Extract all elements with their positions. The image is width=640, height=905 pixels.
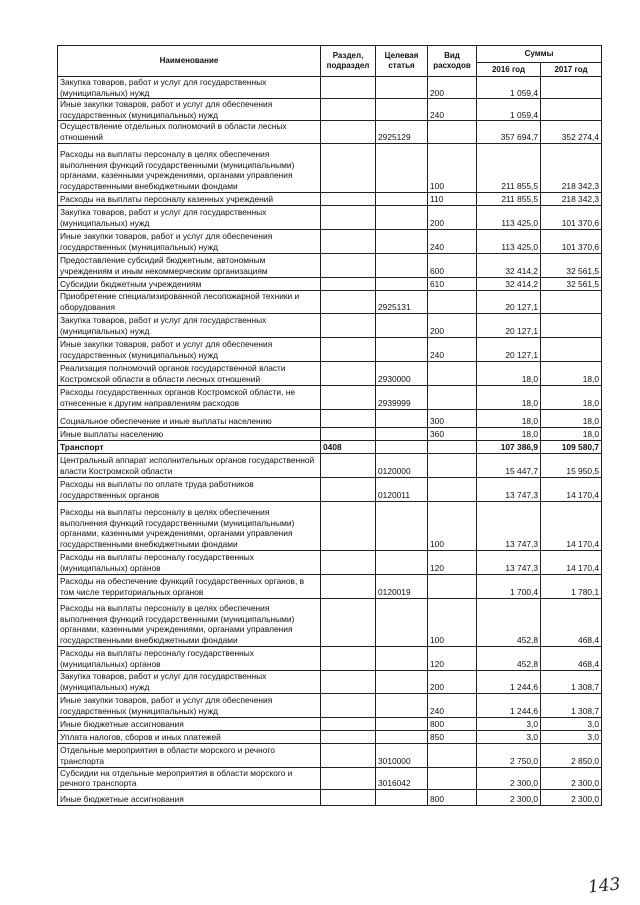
row-target bbox=[376, 646, 428, 670]
row-sum-2016: 3,0 bbox=[477, 730, 541, 743]
row-name: Иные закупки товаров, работ и услуг для обеспечения государственных (муниципальных) нужд bbox=[58, 693, 321, 717]
page-number: 143 bbox=[587, 874, 622, 898]
table-row bbox=[58, 501, 602, 550]
row-section bbox=[321, 143, 376, 192]
row-sum-2017: 352 274,4 bbox=[541, 121, 602, 143]
row-name: Закупка товаров, работ и услуг для государственных (муниципальных) нужд bbox=[58, 205, 321, 229]
row-target bbox=[376, 277, 428, 290]
row-section bbox=[321, 361, 376, 385]
row-type: 200 bbox=[428, 313, 477, 337]
row-section bbox=[321, 574, 376, 598]
row-type: 200 bbox=[428, 205, 477, 229]
row-sum-2017: 3,0 bbox=[541, 717, 602, 730]
row-type bbox=[428, 477, 477, 501]
row-section bbox=[321, 550, 376, 574]
table-row bbox=[58, 789, 602, 805]
row-name: Иные бюджетные ассигнования bbox=[58, 717, 321, 730]
row-sum-2016: 1 244,6 bbox=[477, 693, 541, 717]
row-type bbox=[428, 574, 477, 598]
table-row bbox=[58, 143, 602, 192]
table-row bbox=[58, 99, 602, 121]
row-type: 240 bbox=[428, 229, 477, 253]
row-target: 2930000 bbox=[376, 361, 428, 385]
row-sum-2017: 15 950,5 bbox=[541, 453, 602, 477]
row-type: 240 bbox=[428, 693, 477, 717]
row-sum-2017: 218 342,3 bbox=[541, 143, 602, 192]
table-row bbox=[58, 313, 602, 337]
row-sum-2017: 1 308,7 bbox=[541, 670, 602, 693]
row-sum-2016: 32 414,2 bbox=[477, 253, 541, 277]
row-type: 610 bbox=[428, 277, 477, 290]
row-sum-2016: 1 700,4 bbox=[477, 574, 541, 598]
row-section bbox=[321, 313, 376, 337]
row-name: Закупка товаров, работ и услуг для государственных (муниципальных) нужд bbox=[58, 313, 321, 337]
row-target: 0120011 bbox=[376, 477, 428, 501]
row-sum-2016: 113 425,0 bbox=[477, 205, 541, 229]
table-row bbox=[58, 550, 602, 574]
header-year-2016: 2016 год bbox=[477, 63, 541, 77]
row-target bbox=[376, 440, 428, 453]
table-row bbox=[58, 253, 602, 277]
row-type: 110 bbox=[428, 192, 477, 205]
row-sum-2016: 107 386,9 bbox=[477, 440, 541, 453]
table-row bbox=[58, 290, 602, 313]
row-target: 0120019 bbox=[376, 574, 428, 598]
table-row bbox=[58, 453, 602, 477]
row-section bbox=[321, 598, 376, 646]
row-sum-2016: 20 127,1 bbox=[477, 290, 541, 313]
row-sum-2017: 18,0 bbox=[541, 427, 602, 440]
row-type: 800 bbox=[428, 717, 477, 730]
row-name: Субсидии бюджетным учреждениям bbox=[58, 277, 321, 290]
row-name: Расходы на обеспечение функций государственных органов, в том числе территориальных органов bbox=[58, 574, 321, 598]
row-type: 120 bbox=[428, 646, 477, 670]
row-target bbox=[376, 789, 428, 805]
row-target bbox=[376, 205, 428, 229]
row-section bbox=[321, 501, 376, 550]
row-sum-2017: 101 370,6 bbox=[541, 205, 602, 229]
row-type: 850 bbox=[428, 730, 477, 743]
row-target bbox=[376, 550, 428, 574]
row-sum-2017 bbox=[541, 99, 602, 121]
table-row bbox=[58, 598, 602, 646]
row-sum-2017: 3,0 bbox=[541, 730, 602, 743]
row-section bbox=[321, 427, 376, 440]
row-type: 240 bbox=[428, 99, 477, 121]
row-section bbox=[321, 205, 376, 229]
row-type: 360 bbox=[428, 427, 477, 440]
table-row bbox=[58, 409, 602, 427]
row-sum-2016: 357 694,7 bbox=[477, 121, 541, 143]
row-name: Расходы на выплаты персоналу в целях обеспечения выполнения функций государственными (муниципальными) органами, казенными учреждениями, органами управления государственными внебюджетными фондами bbox=[58, 598, 321, 646]
row-section bbox=[321, 192, 376, 205]
header-name: Наименование bbox=[58, 46, 321, 77]
table-row bbox=[58, 574, 602, 598]
row-section bbox=[321, 121, 376, 143]
row-name: Закупка товаров, работ и услуг для государственных (муниципальных) нужд bbox=[58, 670, 321, 693]
row-sum-2017: 32 561,5 bbox=[541, 277, 602, 290]
row-section bbox=[321, 717, 376, 730]
table-row bbox=[58, 205, 602, 229]
row-name: Иные выплаты населению bbox=[58, 427, 321, 440]
table-row bbox=[58, 361, 602, 385]
row-type bbox=[428, 361, 477, 385]
row-type: 100 bbox=[428, 501, 477, 550]
row-sum-2017: 32 561,5 bbox=[541, 253, 602, 277]
row-sum-2016: 13 747,3 bbox=[477, 477, 541, 501]
row-sum-2016: 32 414,2 bbox=[477, 277, 541, 290]
row-section bbox=[321, 646, 376, 670]
row-sum-2017: 18,0 bbox=[541, 385, 602, 409]
row-section bbox=[321, 229, 376, 253]
table-row bbox=[58, 427, 602, 440]
row-name: Субсидии на отдельные мероприятия в области морского и речного транспорта bbox=[58, 767, 321, 789]
table-row bbox=[58, 477, 602, 501]
row-target bbox=[376, 313, 428, 337]
row-section bbox=[321, 453, 376, 477]
table-row bbox=[58, 670, 602, 693]
row-type bbox=[428, 453, 477, 477]
header-type: Вид расходов bbox=[428, 46, 477, 77]
row-type: 200 bbox=[428, 670, 477, 693]
row-section bbox=[321, 337, 376, 361]
row-target bbox=[376, 192, 428, 205]
row-target: 3016042 bbox=[376, 767, 428, 789]
row-sum-2017: 14 170,4 bbox=[541, 550, 602, 574]
row-section bbox=[321, 277, 376, 290]
row-sum-2016: 18,0 bbox=[477, 361, 541, 385]
row-sum-2017: 468,4 bbox=[541, 646, 602, 670]
row-type: 300 bbox=[428, 409, 477, 427]
row-sum-2017: 2 850,0 bbox=[541, 743, 602, 767]
row-name: Отдельные мероприятия в области морского и речного транспорта bbox=[58, 743, 321, 767]
row-sum-2016: 2 300,0 bbox=[477, 789, 541, 805]
row-name: Расходы на выплаты персоналу в целях обеспечения выполнения функций государственными (муниципальными) органами, казенными учреждениями, органами управления государственными внебюджетными фондами bbox=[58, 501, 321, 550]
row-target bbox=[376, 77, 428, 99]
row-type: 100 bbox=[428, 598, 477, 646]
row-type bbox=[428, 743, 477, 767]
row-target: 2925129 bbox=[376, 121, 428, 143]
row-section bbox=[321, 253, 376, 277]
row-target bbox=[376, 229, 428, 253]
row-name: Иные бюджетные ассигнования bbox=[58, 789, 321, 805]
row-target bbox=[376, 730, 428, 743]
table-row bbox=[58, 337, 602, 361]
row-name: Предоставление субсидий бюджетным, автономным учреждениям и иным некоммерческим организациям bbox=[58, 253, 321, 277]
table-row bbox=[58, 743, 602, 767]
row-sum-2016: 15 447,7 bbox=[477, 453, 541, 477]
table-row bbox=[58, 730, 602, 743]
row-name: Закупка товаров, работ и услуг для государственных (муниципальных) нужд bbox=[58, 77, 321, 99]
header-section: Раздел, подраздел bbox=[321, 46, 376, 77]
row-sum-2017: 2 300,0 bbox=[541, 789, 602, 805]
row-section bbox=[321, 767, 376, 789]
row-target bbox=[376, 337, 428, 361]
row-section bbox=[321, 290, 376, 313]
row-type: 800 bbox=[428, 789, 477, 805]
row-name: Реализация полномочий органов государственной власти Костромской области в области лесных отношений bbox=[58, 361, 321, 385]
row-sum-2017: 14 170,4 bbox=[541, 501, 602, 550]
row-sum-2017 bbox=[541, 337, 602, 361]
row-target bbox=[376, 693, 428, 717]
table-row bbox=[58, 717, 602, 730]
row-type: 240 bbox=[428, 337, 477, 361]
row-target: 2939999 bbox=[376, 385, 428, 409]
table-row bbox=[58, 229, 602, 253]
row-section bbox=[321, 670, 376, 693]
row-sum-2017: 18,0 bbox=[541, 409, 602, 427]
row-sum-2017: 18,0 bbox=[541, 361, 602, 385]
row-name: Иные закупки товаров, работ и услуг для обеспечения государственных (муниципальных) нужд bbox=[58, 337, 321, 361]
row-sum-2016: 20 127,1 bbox=[477, 313, 541, 337]
row-type bbox=[428, 440, 477, 453]
row-section bbox=[321, 409, 376, 427]
row-type bbox=[428, 767, 477, 789]
table-row bbox=[58, 767, 602, 789]
row-section bbox=[321, 743, 376, 767]
row-sum-2016: 1 059,4 bbox=[477, 99, 541, 121]
row-type: 120 bbox=[428, 550, 477, 574]
header-sums: Суммы bbox=[477, 46, 602, 63]
row-sum-2016: 2 300,0 bbox=[477, 767, 541, 789]
row-section bbox=[321, 77, 376, 99]
table-row bbox=[58, 77, 602, 99]
row-name: Приобретение специализированной лесопожарной техники и оборудования bbox=[58, 290, 321, 313]
row-name: Осуществление отдельных полномочий в области лесных отношений bbox=[58, 121, 321, 143]
table-row bbox=[58, 121, 602, 143]
row-sum-2017: 1 308,7 bbox=[541, 693, 602, 717]
row-section bbox=[321, 693, 376, 717]
row-name: Иные закупки товаров, работ и услуг для обеспечения государственных (муниципальных) нужд bbox=[58, 229, 321, 253]
row-target: 3010000 bbox=[376, 743, 428, 767]
row-target bbox=[376, 143, 428, 192]
row-section: 0408 bbox=[321, 440, 376, 453]
row-sum-2016: 113 425,0 bbox=[477, 229, 541, 253]
row-sum-2017: 101 370,6 bbox=[541, 229, 602, 253]
row-type bbox=[428, 121, 477, 143]
row-section bbox=[321, 789, 376, 805]
row-target bbox=[376, 670, 428, 693]
row-sum-2016: 13 747,3 bbox=[477, 501, 541, 550]
row-type bbox=[428, 385, 477, 409]
header-year-2017: 2017 год bbox=[541, 63, 602, 77]
row-sum-2017 bbox=[541, 313, 602, 337]
row-sum-2016: 18,0 bbox=[477, 427, 541, 440]
row-name: Расходы на выплаты персоналу казенных учреждений bbox=[58, 192, 321, 205]
row-section bbox=[321, 730, 376, 743]
row-target: 0120000 bbox=[376, 453, 428, 477]
row-sum-2016: 20 127,1 bbox=[477, 337, 541, 361]
table-row bbox=[58, 385, 602, 409]
row-type: 100 bbox=[428, 143, 477, 192]
row-target bbox=[376, 427, 428, 440]
row-sum-2017 bbox=[541, 290, 602, 313]
row-target bbox=[376, 99, 428, 121]
row-sum-2017: 1 780,1 bbox=[541, 574, 602, 598]
row-target: 2925131 bbox=[376, 290, 428, 313]
row-section bbox=[321, 385, 376, 409]
row-sum-2016: 2 750,0 bbox=[477, 743, 541, 767]
row-name: Расходы на выплаты персоналу государственных (муниципальных) органов bbox=[58, 646, 321, 670]
row-sum-2016: 1 059,4 bbox=[477, 77, 541, 99]
header-target: Целевая статья bbox=[376, 46, 428, 77]
row-sum-2017 bbox=[541, 77, 602, 99]
row-sum-2016: 211 855,5 bbox=[477, 143, 541, 192]
row-name: Центральный аппарат исполнительных органов государственной власти Костромской области bbox=[58, 453, 321, 477]
row-name: Расходы государственных органов Костромской области, не отнесенные к другим направлениям расходов bbox=[58, 385, 321, 409]
row-sum-2016: 13 747,3 bbox=[477, 550, 541, 574]
row-name: Расходы на выплаты персоналу государственных (муниципальных) органов bbox=[58, 550, 321, 574]
table-row bbox=[58, 646, 602, 670]
row-sum-2017: 14 170,4 bbox=[541, 477, 602, 501]
row-sum-2016: 18,0 bbox=[477, 409, 541, 427]
row-sum-2016: 18,0 bbox=[477, 385, 541, 409]
row-name: Транспорт bbox=[58, 440, 321, 453]
row-sum-2017: 109 580,7 bbox=[541, 440, 602, 453]
table-row bbox=[58, 277, 602, 290]
row-sum-2016: 452,8 bbox=[477, 646, 541, 670]
row-target bbox=[376, 409, 428, 427]
row-target bbox=[376, 717, 428, 730]
row-name: Уплата налогов, сборов и иных платежей bbox=[58, 730, 321, 743]
row-sum-2016: 452,8 bbox=[477, 598, 541, 646]
row-section bbox=[321, 477, 376, 501]
table-row bbox=[58, 693, 602, 717]
row-target bbox=[376, 598, 428, 646]
row-sum-2016: 211 855,5 bbox=[477, 192, 541, 205]
row-sum-2017: 218 342,3 bbox=[541, 192, 602, 205]
budget-table bbox=[57, 45, 602, 806]
row-section bbox=[321, 99, 376, 121]
row-target bbox=[376, 501, 428, 550]
row-target bbox=[376, 253, 428, 277]
row-name: Иные закупки товаров, работ и услуг для обеспечения государственных (муниципальных) нужд bbox=[58, 99, 321, 121]
row-type bbox=[428, 290, 477, 313]
row-sum-2016: 1 244,6 bbox=[477, 670, 541, 693]
table-row bbox=[58, 192, 602, 205]
row-name: Расходы на выплаты по оплате труда работников государственных органов bbox=[58, 477, 321, 501]
row-name: Социальное обеспечение и иные выплаты населению bbox=[58, 409, 321, 427]
row-name: Расходы на выплаты персоналу в целях обеспечения выполнения функций государственными (муниципальными) органами, казенными учреждениями, органами управления государственными внебюджетными фондами bbox=[58, 143, 321, 192]
table-row bbox=[58, 440, 602, 453]
row-sum-2016: 3,0 bbox=[477, 717, 541, 730]
row-sum-2017: 2 300,0 bbox=[541, 767, 602, 789]
row-type: 600 bbox=[428, 253, 477, 277]
row-sum-2017: 468,4 bbox=[541, 598, 602, 646]
row-type: 200 bbox=[428, 77, 477, 99]
